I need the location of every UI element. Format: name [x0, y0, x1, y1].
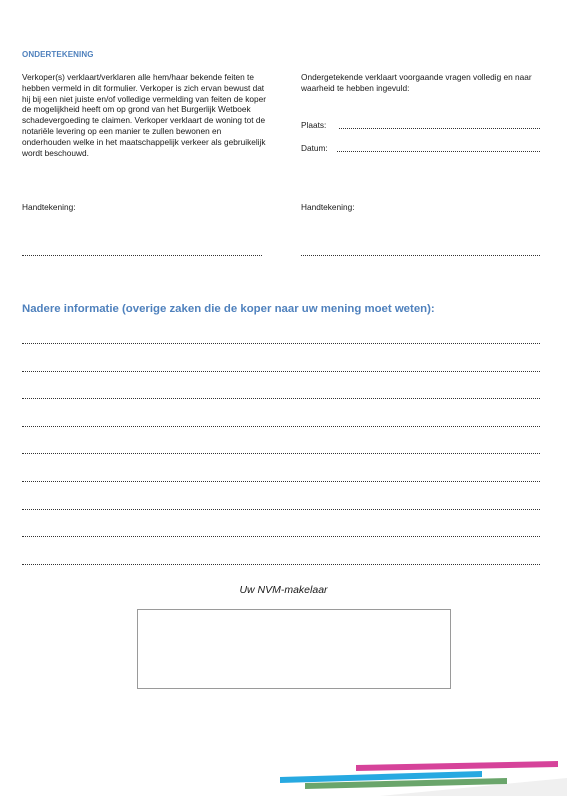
info-line[interactable] — [22, 371, 540, 372]
info-line[interactable] — [22, 426, 540, 427]
agent-stamp-box[interactable] — [137, 609, 451, 689]
additional-info-heading: Nadere informatie (overige zaken die de koper naar uw mening moet weten): — [22, 303, 435, 315]
signature-label-right: Handtekening: — [301, 202, 355, 212]
signature-label-left: Handtekening: — [22, 202, 76, 212]
section-heading-signature: ONDERTEKENING — [22, 50, 94, 59]
place-field[interactable] — [339, 128, 540, 129]
signature-line-right[interactable] — [301, 255, 540, 256]
place-label: Plaats: — [301, 120, 327, 130]
seller-statement: Verkoper(s) verklaart/verklaren alle hem/haar bekende feiten te hebben vermeld in dit formulier. Verkoper is zich ervan bewust dat hij bij een niet juiste en/of volledige vermelding van feiten de koper de mogelijkheid heeft om op grond van het Burgerlijk Wetboek schadevergoeding te claimen. Verkoper verklaart de woning tot de notariële levering op een manier te zullen bewonen en onderhouden welke in het maatschappelijk verkeer als gebruikelijk wordt beschouwd. — [22, 72, 266, 158]
footer-stripes — [0, 756, 567, 796]
info-line[interactable] — [22, 343, 540, 344]
date-field[interactable] — [337, 151, 540, 152]
footer-stripe-pink — [356, 761, 558, 771]
info-line[interactable] — [22, 536, 540, 537]
info-line[interactable] — [22, 453, 540, 454]
agent-label: Uw NVM-makelaar — [239, 584, 328, 596]
info-line[interactable] — [22, 398, 540, 399]
signer-statement: Ondergetekende verklaart voorgaande vragen volledig en naar waarheid te hebben ingevuld: — [301, 72, 532, 93]
signature-line-left[interactable] — [22, 255, 262, 256]
info-line[interactable] — [22, 564, 540, 565]
info-line[interactable] — [22, 509, 540, 510]
info-line[interactable] — [22, 481, 540, 482]
date-label: Datum: — [301, 143, 328, 153]
